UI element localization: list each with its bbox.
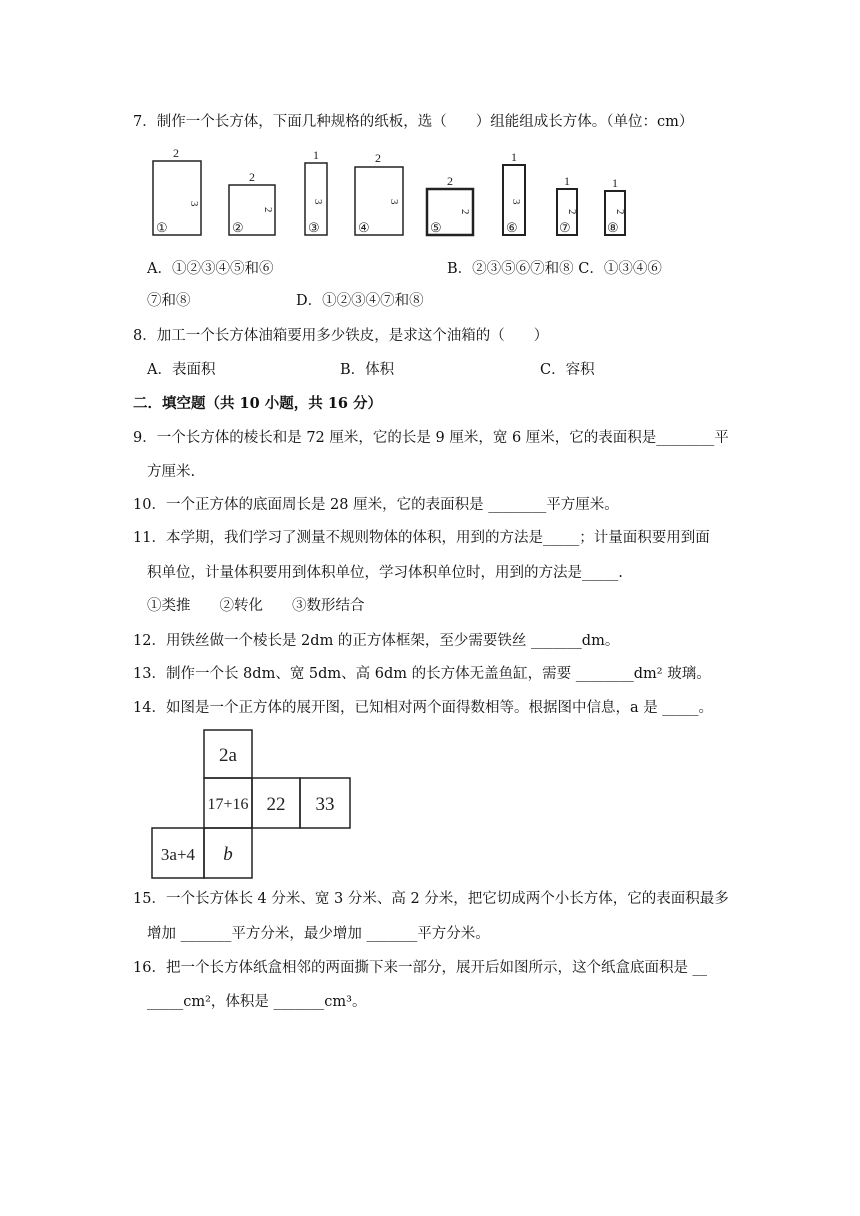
q7-option-b-c: B．②③⑤⑥⑦和⑧ C．①③④⑥ <box>447 261 662 277</box>
net-mid2-label: 22 <box>266 794 286 815</box>
board-1-top: 2 <box>173 146 179 160</box>
board-6-side: 3 <box>510 199 522 205</box>
net-bot1-label: 3a+4 <box>160 845 196 864</box>
board-5-mark: ⑤ <box>430 220 442 235</box>
cube-net-figure <box>150 728 355 880</box>
board-6-mark: ⑥ <box>506 220 518 235</box>
q8-stem: 8．加工一个长方体油箱要用多少铁皮，是求这个油箱的（ ） <box>133 328 549 344</box>
q14-stem: 14．如图是一个正方体的展开图，已知相对两个面得数相等。根据图中信息，a 是 _____。 <box>133 700 714 716</box>
board-3 <box>305 148 327 235</box>
q7-option-a: A．①②③④⑤和⑥ <box>147 261 274 277</box>
board-7-top: 1 <box>564 174 570 188</box>
board-7-side: 2 <box>566 209 578 215</box>
board-6-top: 1 <box>511 150 517 164</box>
q8-option-a: A．表面积 <box>147 362 216 378</box>
board-1-side: 3 <box>188 201 200 207</box>
q12: 12．用铁丝做一个棱长是 2dm 的正方体框架，至少需要铁丝 _______dm。 <box>133 633 620 649</box>
q16-line2: _____cm²，体积是 _______cm³。 <box>147 994 367 1010</box>
board-4 <box>355 151 403 235</box>
board-7 <box>557 174 578 235</box>
q11-choices: ①类推 ②转化 ③数形结合 <box>147 598 365 614</box>
board-8 <box>605 176 626 235</box>
board-1 <box>153 146 201 235</box>
board-8-top: 1 <box>612 176 618 190</box>
q10: 10．一个正方体的底面周长是 28 厘米，它的表面积是 ________平方厘米。 <box>133 497 619 513</box>
q11-line1: 11．本学期，我们学习了测量不规则物体的体积，用到的方法是_____；计量面积要用到面 <box>133 530 710 546</box>
board-4-top: 2 <box>375 151 381 165</box>
q8-option-b: B．体积 <box>340 362 395 378</box>
section-heading: 二．填空题（共 10 小题，共 16 分） <box>133 395 383 412</box>
q15-line1: 15．一个长方体长 4 分米、宽 3 分米、高 2 分米，把它切成两个小长方体，它的表面积最多 <box>133 891 729 907</box>
net-mid1-label: 17+16 <box>207 796 249 813</box>
board-8-mark: ⑧ <box>607 220 619 235</box>
q9-line1: 9．一个长方体的棱长和是 72 厘米，它的长是 9 厘米，宽 6 厘米，它的表面积是________平 <box>133 430 729 446</box>
q16-line1: 16．把一个长方体纸盒相邻的两面撕下来一部分，展开后如图所示，这个纸盒底面积是 __ <box>133 960 708 976</box>
q7-option-c-cont: ⑦和⑧ <box>147 293 191 309</box>
board-7-mark: ⑦ <box>559 220 571 235</box>
board-8-side: 2 <box>614 209 626 215</box>
q9-line2: 方厘米. <box>147 464 196 480</box>
board-3-side: 3 <box>312 199 324 205</box>
board-4-mark: ④ <box>358 220 370 235</box>
board-4-side: 3 <box>388 199 400 205</box>
board-3-mark: ③ <box>308 220 320 235</box>
board-2 <box>229 170 275 235</box>
board-2-top: 2 <box>249 170 255 184</box>
q13: 13．制作一个长 8dm、宽 5dm、高 6dm 的长方体无盖鱼缸，需要 ________dm² 玻璃。 <box>133 666 711 682</box>
board-2-mark: ② <box>232 220 244 235</box>
board-2-side: 2 <box>262 207 274 213</box>
q7-boards-figure <box>145 143 635 243</box>
net-bot2-label: b <box>223 844 233 865</box>
board-3-top: 1 <box>313 148 319 162</box>
board-5-side: 2 <box>459 209 471 215</box>
board-5 <box>427 174 473 235</box>
q7-option-d: D．①②③④⑦和⑧ <box>296 293 424 309</box>
q8-option-c: C．容积 <box>540 362 595 378</box>
board-5-top: 2 <box>447 174 453 188</box>
net-top-label: 2a <box>219 745 237 766</box>
net-mid3-label: 33 <box>315 794 335 815</box>
board-6 <box>503 150 525 235</box>
q11-line2: 积单位，计量体积要用到体积单位，学习体积单位时，用到的方法是_____. <box>147 565 623 581</box>
q15-line2: 增加 _______平方分米，最少增加 _______平方分米。 <box>147 926 490 942</box>
board-1-mark: ① <box>156 220 168 235</box>
q7-stem: 7．制作一个长方体，下面几种规格的纸板，选（ ）组能组成长方体。（单位：cm） <box>133 114 694 130</box>
